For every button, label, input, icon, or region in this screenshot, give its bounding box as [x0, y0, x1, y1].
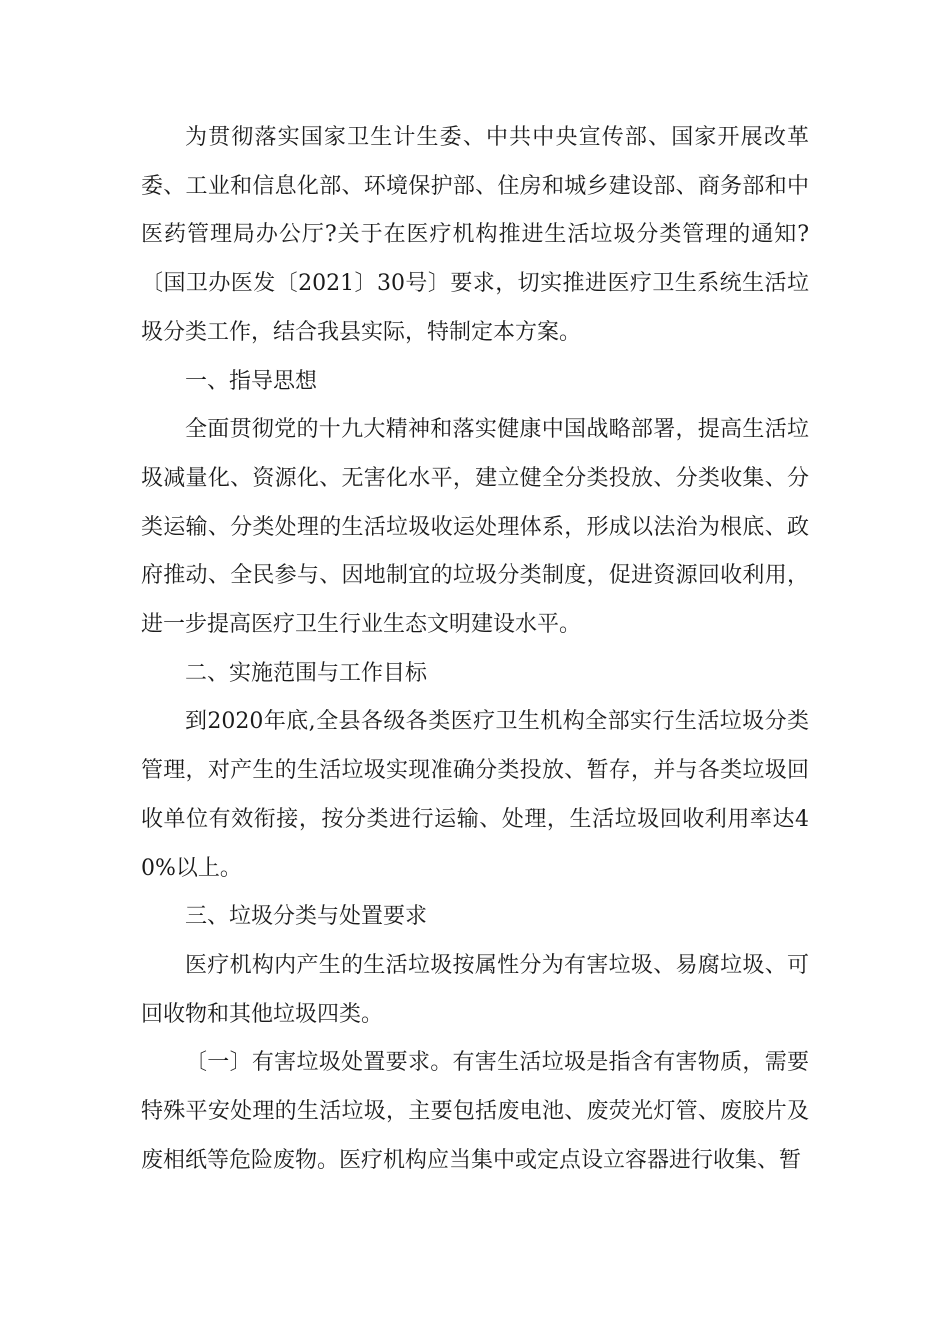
section-heading-2: 二、实施范围与工作目标 [185, 660, 428, 686]
section-heading-3: 三、垃圾分类与处置要求 [185, 904, 428, 930]
section-heading-1: 一、指导思想 [185, 368, 318, 394]
paragraph-classification: 医疗机构内产生的生活垃圾按属性分为有害垃圾、易腐垃圾、可回收物和其他垃圾四类。 [141, 952, 809, 1027]
paragraph-intro: 为贯彻落实国家卫生计生委、中共中央宣传部、国家开展改革委、工业和信息化部、环境保护部、住房和城乡建设部、商务部和中医药管理局办公厅?关于在医疗机构推进生活垃圾分类管理的通知?〔国卫办医发〔2021〕30号〕要求，切实推进医疗卫生系统生活垃圾分类工作，结合我县实际，特制定本方案。 [141, 125, 809, 345]
paragraph-guiding-ideology: 全面贯彻党的十九大精神和落实健康中国战略部署，提高生活垃圾减量化、资源化、无害化水平，建立健全分类投放、分类收集、分类运输、分类处理的生活垃圾收运处理体系，形成以法治为根底、政府推动、全民参与、因地制宜的垃圾分类制度，促进资源回收利用，进一步提高医疗卫生行业生态文明建设水平。 [141, 417, 809, 638]
paragraph-scope-goals: 到2020年底,全县各级各类医疗卫生机构全部实行生活垃圾分类管理，对产生的生活垃圾实现准确分类投放、暂存，并与各类垃圾回收单位有效衔接，按分类进行运输、处理，生活垃圾回收利用率达40%以上。 [141, 709, 809, 881]
document-body [141, 114, 809, 1185]
paragraph-hazardous-waste: 〔一〕有害垃圾处置要求。有害生活垃圾是指含有害物质，需要特殊平安处理的生活垃圾，主要包括废电池、废荧光灯管、废胶片及废相纸等危险废物。医疗机构应当集中或定点设立容器进行收集、暂 [141, 1050, 809, 1173]
